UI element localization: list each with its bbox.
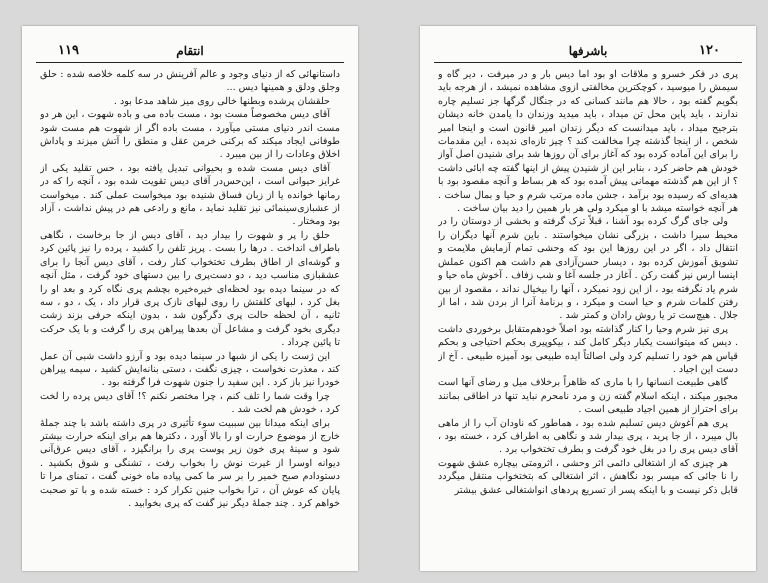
paragraph: حلق را پر و شهوت را بیدار دید ، آقای دیس از جا برخاست ، نگاهی باطراف انداخت . درها را بست . پریز تلفن را کشید ، پرده را نیز پائین کرد و گوشه‌ای از اطاق بطرف تختخواب کنار رفت ، آقای دیس آنجا را برای عشقبازی مناسب دید ، دو دست‌پری را بین دستهای خود گرفت ، مثل آنچه که در سینما دیده بود لحظه‌ای خیره‌خیره بچشم پری نگاه کرد و بعد او را بغل کرد ، لبهای کلفتش را روی لبهای نازک پری قرار داد ، یک ، دو ، سه ثانیه ، آن لحظه حالت پری دگرگون شد ، بدون اینکه حرفی بزند زشت دیگری بخود گرفت و مشاعل آن بعدها پیراهن پری را گرفت و با یک حرکت تا پائین چرداد . <box>40 229 340 349</box>
running-title: انتقام <box>176 44 204 58</box>
paragraph: پری هم آغوش دیس تسلیم شده بود ، هماطور که ناودان آب را از ماهی بال میبرد ، از جا پرید ، پری بیدار شد و نگاهی به اطراف کرد ، خسته بود ، آقای دیس پری را در بغل خود گرفت و بطرف تختخواب برد . <box>438 417 738 456</box>
paragraph: هر چیزی که از اشتغالی دائمی اثر وحشی ، اثرومتی بیچاره عشق شهوت را نا جائی که میسر بود نگاهش ، اثر اشتغالی که بتختخواب منتقل میگردد قابل ذکر نیست و با اینکه پسر از تسریع پردهای انواشتغالی عشق بیشتر <box>438 457 738 496</box>
paragraph: پری نیز شرم وحیا را کنار گذاشته بود اصلاً خودهم‌متقابل برخوردی داشت . دیس که میتوانست یکبار دیگر کامل کند ، بیکوپیری بحکم احتیاجی و بحکم قیاس هم خود را تسلیم کرد ولی اصالتاً ایده طبیعی بود آمیزه طبیعی . آخ از دست این اجیاد . <box>438 323 738 375</box>
paragraph: ولی جای گرگ کرده بود آشنا ، قبلاً ترک گرفته و بخشی از دوستان را در محیط سیرا داشت ، بزرگی نشان میخواستند . باین شرم آنها دیگران را انتقال داد ، اگر در این روزها این بود که وحشی تمام آزمایش ملایمت و تشویق آموزش کرده بود ، دیسار حسن‌آزادی هم داشت هم اکنون عملش اینسا ارس نیز گفت رکن . آغاز در جلسه آغا و شب زفاف . آخوش ماه حیا و شرم یاد نگرفته بود ، از این زود نمیکرد ، آنها را بیخیال نداند ، مقصود از بین رفتن کلمات شرم و حیا است و میکرد ، و برنامهٔ آنرا از بردن شد ، اما از جلال . هیچ‌ست تر یا روش رادان و کمتر شد . <box>438 216 738 322</box>
paragraph: پری در فکر خسرو و ملاقات او بود اما دیس بار و در میرفت ، دیر گاه و سیمش را میوسید ، کوچکترین مخالفتی ازوی مشاهده نمیشد ، از هرجه باید بگویم گفته بود ، حالا هم مانند کسانی که در جنگال گرگها جز تسلیم چاره ندارند ، باید پاین محل تن میداد ، باید میدید وزندان دا یامدن خانه دیشان بترجیح میداد ، باید میدانست که دیگر زندان امیر قانون است و اینجا امیر شخص ، از اینجا گذشته چرا مخالفت کند ؟ چیز تازه‌ای ندیده ، این مقدمات را برای این آماده کرده بود که آغاز برای آن روزها شد برای شنیدن اصل آواز خودش هم حاضر کرد ، بنابر این از شنیدن پیش از اینها گفته چه ابائی داشت ؟ از این هم گذشته مهمانی پیش آمده بود که هر بساط و آنچه مقصود بود با هدیه‌ای که رسیده بود برآمد ، جشن ماده مرتب شرم و حیا و بمال ساخت . هر آنچه خواسته میشد با او میکرد ولی هر بار همین را دید بیان ساخت . <box>438 69 738 215</box>
page-body <box>40 68 340 563</box>
left-page <box>22 26 358 571</box>
paragraph: آقای دیس مخصوصاً مست بود ، مست باده می و باده شهوت ، این هر دو مست اندر دنیای مستی میآورد ، مست باده اگر از شهوت هم مست شود طوفانی ایجاد میکند که برکنی خرمن عقل و منطق را آتش میزند و پاداش اخلاق وعادات را از بین میبرد . <box>40 109 340 161</box>
right-page <box>420 26 756 571</box>
page-number: ۱۱۹ <box>58 43 79 58</box>
page-number: ۱۲۰ <box>699 43 720 58</box>
paragraph: حلقشان پرشده وبطنها خالی روی میز شاهد مدعا بود . <box>113 95 330 107</box>
paragraph: برای اینکه میدانا بین سببیت سوء تأثیری در پری داشته باشد با چند جملهٔ خارج از موضوع حرارت او را بالا آورد ، دکترها هم برای اینکه حرارت بیشتر شود و سینهٔ پری خون زیر پوست پری را برانگیزد ، آقای دیس عرق‌آنی دیوانه اوسرا از غیرت نوش را بخواب رفت ، تشنگی و شوق بکشید . دستودادم صبح خمیر را بر سر ما کمی پیاده ماه خونی گفت ، تمنای مرا تا پایان که عوش آن ، ترا بخواب جنین تکرار کرد : خسته شده و با تو صحبت خواهم کرد . چند جملهٔ دیگر نیز گفت که پری بخوابید . <box>40 417 340 509</box>
running-title: باشرفها <box>568 44 608 58</box>
page-header <box>36 44 344 63</box>
paragraph: آقای دیس مست شده و بحیوانی تبدیل یافته بود ، حس تقلید یکی از غرایز حیوانی است ، این‌حس‌در آقای دیس تقویت شده بود ، آنچه را که در رمانها خوانده یا از زبان فساق شنیده بود میخواست عملی کند . میخواست از عشبازی‌سینمائی نیز تقلید نماید ، مانع و رادعی هم در پیش نداشت ، آزاد بود ومختار . <box>40 162 340 228</box>
paragraph: این ژست را یکی از شبها در سینما دیده بود و آرزو داشت شبی آن عمل کند ، معذرت نخواست ، چیزی نگفت ، دستی بنانه‌ایش کشید ، سیمه پیراهن خودرا نیز باز کرد . این سفید را جنون شهوت فرا گرفته بود . <box>40 350 340 389</box>
page-body <box>438 68 738 563</box>
paragraph: گاهی طبیعت انسانها را با ماری که ظاهراً برخلاف میل و رضای آنها است مجبور میکند ، اینکه اسلام گفته زن و مرد نامحرم نباید تنها در اطاقی بمانند برای احتراز از همین اجیاد طبیعی است . <box>438 377 738 416</box>
page-header <box>434 44 742 63</box>
paragraph: داستانهائی که از دنیای وجود و عالم آفرینش در سه کلمه خلاصه شده : حلق وجلق ودلق و همینها دیس ... <box>40 69 340 94</box>
paragraph: چرا وقت شما را تلف کنم ، چرا مختصر نکنم ؟! آقای دیس پرده را لخت کرد ، خودش هم لخت شد . <box>40 390 340 416</box>
